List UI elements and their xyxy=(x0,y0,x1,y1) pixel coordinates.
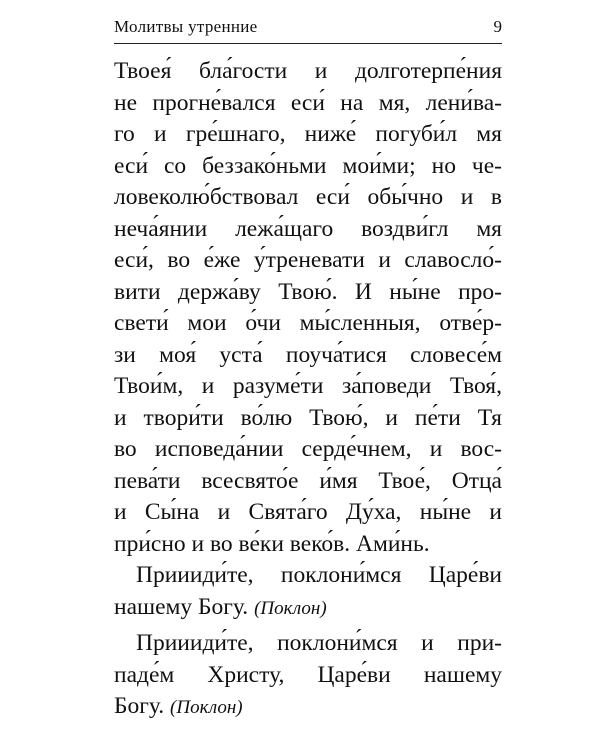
text-line: и твори́ти во́лю Твою́, и пе́ти Тя xyxy=(114,404,502,431)
text-line: зи моя́ уста́ поуча́тися словесе́м xyxy=(114,341,502,368)
page-number: 9 xyxy=(493,17,502,36)
rubric-note: (Поклон) xyxy=(254,597,327,619)
text-line xyxy=(114,691,502,723)
text-line-words: Богу. xyxy=(114,693,165,719)
text-line-words: нашему Богу. xyxy=(114,593,249,620)
text-line: свети́ мои о́чи мы́сленныя, отве́р- xyxy=(114,310,502,336)
text-line xyxy=(114,592,502,624)
text-line: Приииди́те, поклони́мся Царе́ви xyxy=(136,562,502,588)
text-line: Приииди́те, поклони́мся и при- xyxy=(136,630,502,656)
text-line: во исповеда́нии серде́чнем, и вос- xyxy=(114,436,502,462)
text-line: и Сы́на и Свята́го Ду́ха, ны́не и xyxy=(114,499,502,525)
text-line: Твои́м, и разуме́ти за́поведи Твоя́, xyxy=(114,373,502,399)
text-line: при́сно и во ве́ки веко́в. Ами́нь. xyxy=(114,530,430,557)
text-line: вити держа́ву Твою́. И ны́не про- xyxy=(114,278,502,305)
running-head-title: Молитвы утренние xyxy=(114,17,258,36)
rubric-note: (Поклон) xyxy=(170,697,243,718)
text-line: не прогне́вался еси́ на мя, лени́ва- xyxy=(114,89,502,116)
text-line: еси́ со беззако́ньми мои́ми; но че- xyxy=(114,152,502,179)
text-line: го и гре́шнаго, ниже́ погуби́л мя xyxy=(114,121,502,147)
text-line: еси́, во е́же у́треневати и славосло́- xyxy=(114,247,502,273)
text-line: пева́ти всесвято́е и́мя Твое́, Отца́ xyxy=(114,467,502,494)
running-head xyxy=(114,16,502,38)
text-line: паде́м Христу, Царе́ви нашему xyxy=(114,661,502,688)
text-line: ловеколю́бствовал еси́ обы́чно и в xyxy=(114,184,502,210)
book-page xyxy=(114,0,502,750)
header-rule xyxy=(114,43,502,44)
text-line: Твоея́ бла́гости и долготерпе́ния xyxy=(114,58,502,84)
text-line: неча́янии лежа́щаго воздви́гл мя xyxy=(114,215,502,242)
prayer-text xyxy=(114,56,502,723)
